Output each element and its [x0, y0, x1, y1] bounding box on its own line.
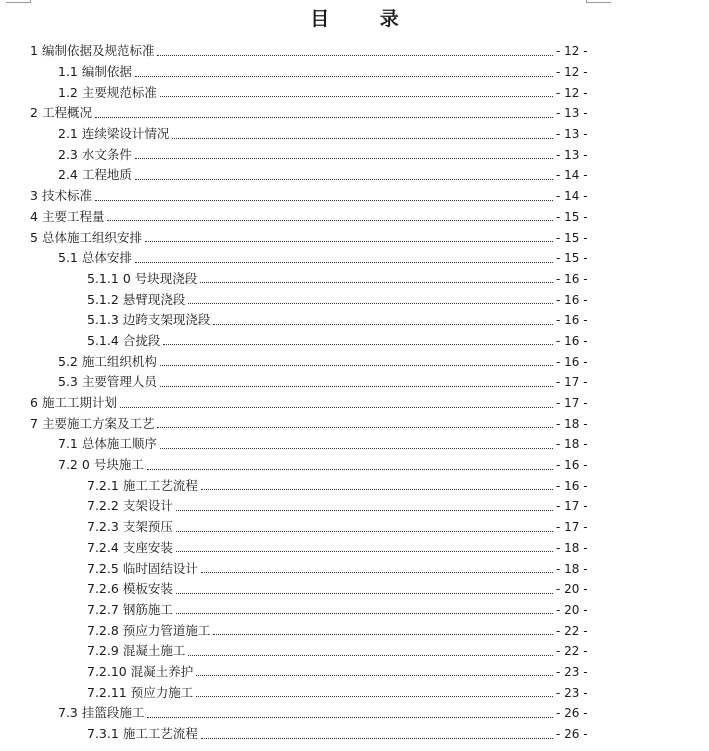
toc-dot-leader — [107, 220, 553, 221]
toc-dot-leader — [196, 696, 553, 697]
toc-entry-number: 4 — [30, 208, 38, 224]
toc-entry-text: 混凝土养护 — [130, 663, 194, 679]
toc-dot-leader — [201, 738, 553, 739]
corner-crop-mark-left — [6, 0, 31, 3]
toc-dot-leader — [160, 96, 553, 97]
toc-entry-text: 主要管理人员 — [81, 374, 157, 390]
toc-page-number: - 13 - — [556, 147, 588, 162]
toc-dot-leader — [135, 76, 553, 77]
toc-page-number: - 16 - — [556, 354, 588, 369]
toc-page-number: - 22 - — [556, 644, 588, 659]
toc-entry-number: 7.3.1 — [87, 726, 119, 742]
toc-entry-text: 钢筋施工 — [122, 601, 173, 617]
toc-dot-leader — [200, 282, 553, 283]
toc-page-number: - 17 - — [556, 520, 588, 535]
toc-entry-heading — [30, 207, 104, 227]
toc-page-number: - 18 - — [556, 561, 588, 576]
toc-entry-text: 混凝土施工 — [122, 643, 186, 659]
toc-entry-text: 总体安排 — [81, 250, 132, 266]
toc-page-number: - 20 - — [556, 602, 588, 617]
toc-entry[interactable] — [0, 538, 709, 559]
toc-entry[interactable] — [0, 227, 709, 248]
toc-entry[interactable] — [0, 434, 709, 455]
toc-entry-heading — [87, 683, 193, 703]
toc-entry-heading — [87, 476, 198, 496]
toc-entry[interactable] — [0, 662, 709, 683]
toc-title: 目 录 — [310, 8, 421, 30]
toc-dot-leader — [176, 593, 553, 594]
toc-dot-leader — [213, 324, 553, 325]
toc-page-number: - 16 - — [556, 478, 588, 493]
corner-crop-mark-right — [586, 0, 611, 3]
toc-entry[interactable] — [0, 517, 709, 538]
toc-dot-leader — [201, 489, 553, 490]
toc-entry-number: 7.2.11 — [87, 684, 127, 700]
toc-entry-number: 7.2.1 — [87, 477, 119, 493]
toc-entry[interactable] — [0, 393, 709, 414]
toc-page-number: - 16 - — [556, 292, 588, 307]
toc-page-number: - 18 - — [556, 437, 588, 452]
toc-dot-leader — [160, 365, 553, 366]
toc-dot-leader — [157, 55, 553, 56]
toc-entry-text: 施工工艺流程 — [122, 477, 198, 493]
toc-entry[interactable] — [0, 331, 709, 352]
toc-entry-number: 7.2.10 — [87, 663, 127, 679]
toc-entry-text: 主要工程量 — [41, 208, 105, 224]
toc-entry-text: 连续梁设计情况 — [81, 126, 170, 142]
toc-entry-number: 7.2.6 — [87, 581, 119, 597]
toc-entry-text: 施工组织机构 — [81, 353, 157, 369]
toc-entry[interactable] — [0, 641, 709, 662]
toc-entry-text: 施工工艺流程 — [122, 726, 198, 742]
toc-dot-leader — [201, 572, 553, 573]
toc-entry-heading — [87, 310, 210, 330]
toc-entry-text: 总体施工顺序 — [81, 436, 157, 452]
toc-dot-leader — [135, 179, 553, 180]
toc-entry-heading — [58, 703, 144, 723]
toc-entry-text: 模板安装 — [122, 581, 173, 597]
toc-page-number: - 16 - — [556, 333, 588, 348]
toc-page-number: - 16 - — [556, 271, 588, 286]
toc-entry-text: 编制依据 — [81, 64, 132, 80]
toc-page-number: - 12 - — [556, 65, 588, 80]
toc-entry-heading — [87, 517, 173, 537]
toc-entry-text: 施工工期计划 — [41, 395, 117, 411]
toc-dot-leader — [176, 613, 553, 614]
toc-entry[interactable] — [0, 558, 709, 579]
toc-entry-number: 5.1.2 — [87, 291, 119, 307]
toc-dot-leader — [135, 262, 553, 263]
toc-entry[interactable] — [0, 351, 709, 372]
toc-entry-heading — [30, 186, 92, 206]
toc-dot-leader — [135, 158, 553, 159]
toc-entry[interactable] — [0, 620, 709, 641]
toc-page-number: - 17 - — [556, 396, 588, 411]
toc-page-number: - 13 - — [556, 106, 588, 121]
toc-entry-text: 水文条件 — [81, 146, 132, 162]
toc-entry-heading — [87, 724, 198, 744]
toc-entry-number: 5.1.1 — [87, 270, 119, 286]
toc-entry[interactable] — [0, 455, 709, 476]
toc-entry-number: 2 — [30, 105, 38, 121]
toc-dot-leader — [157, 427, 553, 428]
toc-dot-leader — [95, 200, 553, 201]
toc-entry-number: 7.1 — [58, 436, 78, 452]
toc-entry[interactable] — [0, 579, 709, 600]
toc-dot-leader — [176, 551, 553, 552]
toc-entry-number: 7.3 — [58, 705, 78, 721]
toc-entry[interactable] — [0, 82, 709, 103]
toc-entry-heading — [87, 290, 185, 310]
toc-entry-text: 0 号块施工 — [81, 457, 144, 473]
toc-entry[interactable] — [0, 165, 709, 186]
toc-dot-leader — [147, 717, 553, 718]
toc-dot-leader — [172, 138, 553, 139]
toc-page-number: - 17 - — [556, 499, 588, 514]
toc-entry-number: 1.1 — [58, 64, 78, 80]
toc-entry-heading — [87, 496, 173, 516]
toc-entry-heading — [58, 455, 144, 475]
toc-entry[interactable] — [0, 62, 709, 83]
toc-entry-number: 7.2.5 — [87, 560, 119, 576]
toc-entry-number: 7.2.8 — [87, 622, 119, 638]
toc-page-number: - 16 - — [556, 458, 588, 473]
toc-entry-text: 0 号块现浇段 — [122, 270, 198, 286]
toc-entry[interactable] — [0, 144, 709, 165]
toc-page-number: - 22 - — [556, 623, 588, 638]
toc-entry-heading — [58, 124, 169, 144]
toc-entry-text: 工程概况 — [41, 105, 92, 121]
toc-entry[interactable] — [0, 372, 709, 393]
toc-page-number: - 26 - — [556, 727, 588, 742]
toc-entry-heading — [30, 228, 142, 248]
toc-entry-number: 5.2 — [58, 353, 78, 369]
toc-entry-text: 合拢段 — [122, 332, 161, 348]
toc-entry-number: 5.1.3 — [87, 312, 119, 328]
toc-entry-heading — [87, 331, 160, 351]
toc-entry-text: 挂篮段施工 — [81, 705, 145, 721]
toc-entry-text: 边跨支架现浇段 — [122, 312, 211, 328]
toc-entry-number: 5 — [30, 229, 38, 245]
toc-page-number: - 23 - — [556, 664, 588, 679]
toc-entry-text: 悬臂现浇段 — [122, 291, 186, 307]
toc-entry[interactable] — [0, 413, 709, 434]
toc-entry-heading — [87, 269, 197, 289]
toc-entry-number: 6 — [30, 395, 38, 411]
toc-entry[interactable] — [0, 724, 709, 745]
toc-entry-number: 1 — [30, 43, 38, 59]
toc-entry-text: 预应力施工 — [130, 684, 194, 700]
toc-page-number: - 23 - — [556, 685, 588, 700]
toc-entry-number: 7.2.3 — [87, 519, 119, 535]
toc-entry-number: 3 — [30, 188, 38, 204]
toc-entry[interactable] — [0, 703, 709, 724]
toc-entry-heading — [87, 641, 185, 661]
toc-entry-heading — [58, 248, 132, 268]
toc-entry-number: 7.2 — [58, 457, 78, 473]
toc-page-number: - 15 - — [556, 209, 588, 224]
toc-page-number: - 14 - — [556, 168, 588, 183]
toc-entry-heading — [30, 414, 154, 434]
toc-entry[interactable] — [0, 186, 709, 207]
toc-entry-number: 7.2.9 — [87, 643, 119, 659]
toc-page-number: - 20 - — [556, 582, 588, 597]
toc-entry-heading — [58, 83, 157, 103]
toc-entry-heading — [58, 145, 132, 165]
toc-page-number: - 26 - — [556, 706, 588, 721]
toc-entry-heading — [30, 393, 117, 413]
toc-entry-text: 技术标准 — [41, 188, 92, 204]
toc-dot-leader — [176, 531, 553, 532]
toc-page-number: - 18 - — [556, 416, 588, 431]
toc-entry[interactable] — [0, 310, 709, 331]
toc-entry-number: 5.1 — [58, 250, 78, 266]
toc-entry[interactable] — [0, 475, 709, 496]
toc-entry-heading — [58, 62, 132, 82]
toc-entry-text: 预应力管道施工 — [122, 622, 211, 638]
toc-page-number: - 14 - — [556, 189, 588, 204]
toc-entry-text: 临时固结设计 — [122, 560, 198, 576]
toc-entry-number: 2.4 — [58, 167, 78, 183]
toc-entry-text: 支座安装 — [122, 539, 173, 555]
toc-entry-heading — [87, 662, 193, 682]
toc-entry-text: 总体施工组织安排 — [41, 229, 142, 245]
toc-page-number: - 18 - — [556, 540, 588, 555]
toc-entry[interactable] — [0, 600, 709, 621]
toc-entry-heading — [58, 434, 157, 454]
toc-page-number: - 16 - — [556, 313, 588, 328]
toc-page-number: - 12 - — [556, 85, 588, 100]
toc-list — [0, 41, 709, 744]
toc-entry-text: 支架设计 — [122, 498, 173, 514]
toc-entry-heading — [58, 372, 157, 392]
toc-dot-leader — [120, 407, 553, 408]
toc-dot-leader — [176, 510, 553, 511]
toc-entry[interactable] — [0, 41, 709, 62]
toc-entry-number: 5.3 — [58, 374, 78, 390]
toc-entry-number: 7.2.2 — [87, 498, 119, 514]
toc-entry[interactable] — [0, 682, 709, 703]
toc-entry-text: 支架预压 — [122, 519, 173, 535]
toc-page-number: - 17 - — [556, 375, 588, 390]
toc-dot-leader — [147, 469, 553, 470]
toc-dot-leader — [163, 344, 553, 345]
toc-entry-heading — [30, 103, 92, 123]
toc-entry-heading — [87, 621, 210, 641]
toc-dot-leader — [145, 241, 553, 242]
toc-entry[interactable] — [0, 269, 709, 290]
toc-entry-heading — [58, 352, 157, 372]
toc-entry[interactable] — [0, 124, 709, 145]
toc-entry[interactable] — [0, 289, 709, 310]
toc-dot-leader — [188, 303, 553, 304]
toc-entry-number: 5.1.4 — [87, 332, 119, 348]
toc-dot-leader — [95, 117, 553, 118]
toc-dot-leader — [196, 675, 553, 676]
toc-entry-number: 7.2.4 — [87, 539, 119, 555]
toc-entry-heading — [87, 538, 173, 558]
toc-page-number: - 13 - — [556, 127, 588, 142]
toc-entry-number: 7.2.7 — [87, 601, 119, 617]
toc-entry[interactable] — [0, 207, 709, 228]
toc-entry-heading — [58, 165, 132, 185]
toc-entry[interactable] — [0, 103, 709, 124]
toc-entry-heading — [87, 600, 173, 620]
toc-dot-leader — [160, 448, 553, 449]
toc-entry-heading — [87, 579, 173, 599]
toc-entry-number: 2.3 — [58, 146, 78, 162]
toc-entry[interactable] — [0, 496, 709, 517]
toc-entry-text: 主要规范标准 — [81, 84, 157, 100]
toc-entry-text: 工程地质 — [81, 167, 132, 183]
toc-dot-leader — [188, 655, 553, 656]
toc-page-number: - 15 - — [556, 230, 588, 245]
toc-entry-heading — [87, 559, 198, 579]
toc-dot-leader — [213, 634, 553, 635]
toc-page-number: - 12 - — [556, 44, 588, 59]
toc-dot-leader — [160, 386, 553, 387]
toc-entry-number: 2.1 — [58, 126, 78, 142]
toc-entry-number: 1.2 — [58, 84, 78, 100]
toc-page-number: - 15 - — [556, 251, 588, 266]
toc-entry-text: 编制依据及规范标准 — [41, 43, 155, 59]
toc-entry-number: 7 — [30, 415, 38, 431]
toc-entry-text: 主要施工方案及工艺 — [41, 415, 155, 431]
toc-entry[interactable] — [0, 248, 709, 269]
toc-entry-heading — [30, 41, 154, 61]
